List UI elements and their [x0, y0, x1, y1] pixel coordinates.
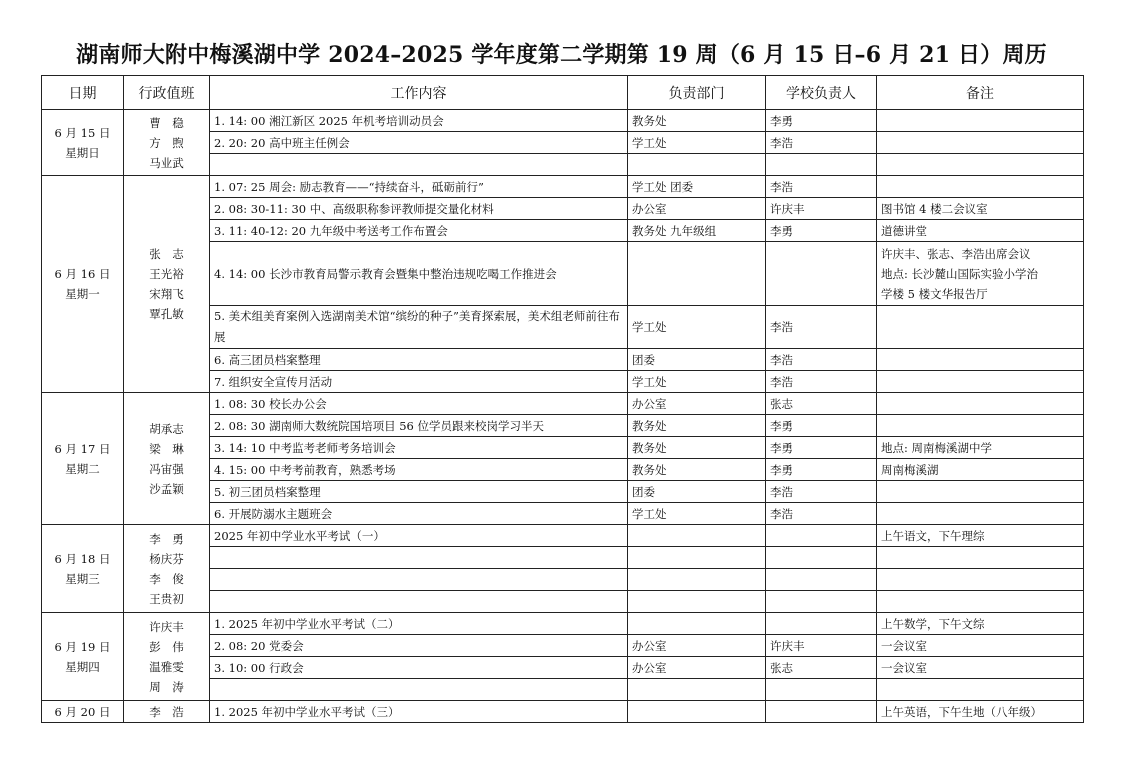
leader-cell: 张志 — [766, 657, 877, 679]
note-cell — [877, 242, 1084, 306]
page-title: 湖南师大附中梅溪湖中学 2024–2025 学年度第二学期第 19 周（6 月 15 日–6 月 21 日）周历 — [76, 42, 1047, 68]
leader-cell: 李勇 — [766, 437, 877, 459]
dept-cell: 学工处 团委 — [628, 176, 766, 198]
content-cell: 2. 08: 30 湖南师大数统院国培项目 56 位学员跟来校岗学习半天 — [210, 415, 628, 437]
weekday-label: 星期三 — [65, 571, 100, 586]
staff-cell — [124, 110, 210, 176]
dept-cell: 教务处 九年级组 — [628, 220, 766, 242]
leader-cell: 李勇 — [766, 110, 877, 132]
content-cell — [210, 569, 628, 591]
dept-cell: 教务处 — [628, 110, 766, 132]
dept-cell: 学工处 — [628, 371, 766, 393]
note-cell — [877, 371, 1084, 393]
header-content: 工作内容 — [210, 76, 628, 110]
note-cell: 周南梅溪湖 — [877, 459, 1084, 481]
staff-name: 覃孔敏 — [149, 307, 184, 321]
staff-name: 宋翔飞 — [149, 287, 184, 301]
content-cell: 1. 2025 年初中学业水平考试（三） — [210, 701, 628, 723]
weekday-label: 星期二 — [65, 461, 100, 476]
dept-cell: 学工处 — [628, 503, 766, 525]
leader-cell: 李浩 — [766, 132, 877, 154]
leader-cell — [766, 591, 877, 613]
dept-cell: 团委 — [628, 481, 766, 503]
content-cell: 2. 08: 30-11: 30 中、高级职称参评教师提交量化材料 — [210, 198, 628, 220]
leader-cell: 张志 — [766, 393, 877, 415]
dept-cell: 办公室 — [628, 393, 766, 415]
dept-cell: 办公室 — [628, 657, 766, 679]
staff-name: 梁 琳 — [149, 441, 184, 456]
content-cell: 1. 07: 25 周会: 励志教育——“持续奋斗，砥砺前行” — [210, 176, 628, 198]
date-cell — [42, 613, 124, 701]
date-label: 6 月 19 日 — [54, 639, 111, 654]
leader-cell — [766, 701, 877, 723]
note-cell — [877, 569, 1084, 591]
note-cell — [877, 110, 1084, 132]
leader-cell — [766, 569, 877, 591]
header-note: 备注 — [877, 76, 1084, 110]
note-cell — [877, 481, 1084, 503]
dept-cell — [628, 525, 766, 547]
content-cell: 3. 11: 40-12: 20 九年级中考送考工作布置会 — [210, 220, 628, 242]
note-cell — [877, 306, 1084, 349]
staff-name: 冯宙强 — [149, 461, 184, 476]
content-cell: 7. 组织安全宣传月活动 — [210, 371, 628, 393]
staff-name: 周 涛 — [149, 679, 184, 694]
note-cell: 上午语文，下午理综 — [877, 525, 1084, 547]
content-cell — [210, 154, 628, 176]
staff-cell — [124, 525, 210, 613]
note-cell: 一会议室 — [877, 657, 1084, 679]
content-cell: 2. 20: 20 高中班主任例会 — [210, 132, 628, 154]
weekday-label: 星期四 — [65, 659, 100, 674]
content-cell: 6. 高三团员档案整理 — [210, 349, 628, 371]
date-cell — [42, 110, 124, 176]
date-label: 6 月 18 日 — [54, 551, 111, 566]
staff-name: 李 俊 — [149, 571, 184, 586]
leader-cell: 李浩 — [766, 371, 877, 393]
staff-name: 李 勇 — [149, 531, 184, 546]
leader-cell: 李浩 — [766, 176, 877, 198]
note-line: 许庆丰、张志、李浩出席会议 — [881, 246, 1031, 261]
dept-cell — [628, 569, 766, 591]
content-cell: 5. 初三团员档案整理 — [210, 481, 628, 503]
table-row — [42, 393, 1084, 415]
content-cell: 4. 14: 00 长沙市教育局警示教育会暨集中整治违规吃喝工作推进会 — [210, 242, 628, 306]
staff-name: 温雅雯 — [149, 659, 184, 674]
note-cell — [877, 415, 1084, 437]
content-cell: 2. 08: 20 党委会 — [210, 635, 628, 657]
table-row — [42, 701, 1084, 723]
dept-cell — [628, 154, 766, 176]
content-cell: 1. 2025 年初中学业水平考试（二） — [210, 613, 628, 635]
header-date: 日期 — [42, 76, 124, 110]
dept-cell — [628, 679, 766, 701]
note-line: 学楼 5 楼文华报告厅 — [881, 286, 988, 301]
date-label: 6 月 17 日 — [54, 441, 111, 456]
date-cell — [42, 176, 124, 393]
content-cell: 1. 08: 30 校长办公会 — [210, 393, 628, 415]
leader-cell — [766, 613, 877, 635]
note-cell: 道德讲堂 — [877, 220, 1084, 242]
dept-cell — [628, 701, 766, 723]
leader-cell: 李勇 — [766, 220, 877, 242]
staff-cell — [124, 393, 210, 525]
table-row — [42, 176, 1084, 198]
dept-cell: 办公室 — [628, 198, 766, 220]
table-row — [42, 525, 1084, 547]
leader-cell — [766, 525, 877, 547]
leader-cell — [766, 679, 877, 701]
header-staff: 行政值班 — [124, 76, 210, 110]
dept-cell: 团委 — [628, 349, 766, 371]
note-cell — [877, 154, 1084, 176]
note-cell — [877, 547, 1084, 569]
date-label: 6 月 20 日 — [54, 704, 111, 719]
leader-cell: 李浩 — [766, 503, 877, 525]
leader-cell — [766, 154, 877, 176]
table-row — [42, 613, 1084, 635]
content-cell: 4. 15: 00 中考考前教育，熟悉考场 — [210, 459, 628, 481]
note-cell — [877, 393, 1084, 415]
leader-cell: 李勇 — [766, 459, 877, 481]
leader-cell: 李勇 — [766, 415, 877, 437]
leader-cell — [766, 547, 877, 569]
note-line: 地点: 长沙麓山国际实验小学治 — [881, 266, 1039, 281]
dept-cell: 教务处 — [628, 415, 766, 437]
dept-cell — [628, 547, 766, 569]
staff-cell — [124, 176, 210, 393]
dept-cell — [628, 613, 766, 635]
dept-cell: 学工处 — [628, 306, 766, 349]
staff-name: 曹 稳 — [149, 115, 184, 130]
staff-cell — [124, 701, 210, 723]
leader-cell: 李浩 — [766, 349, 877, 371]
dept-cell — [628, 242, 766, 306]
note-cell — [877, 679, 1084, 701]
note-cell — [877, 591, 1084, 613]
staff-name: 杨庆芬 — [149, 551, 184, 566]
leader-cell — [766, 242, 877, 306]
note-cell — [877, 132, 1084, 154]
dept-cell: 教务处 — [628, 437, 766, 459]
dept-cell: 教务处 — [628, 459, 766, 481]
note-cell: 图书馆 4 楼二会议室 — [877, 198, 1084, 220]
date-label: 6 月 16 日 — [54, 267, 111, 281]
content-cell: 3. 14: 10 中考监考老师考务培训会 — [210, 437, 628, 459]
staff-name: 李 浩 — [149, 704, 184, 719]
dept-cell: 办公室 — [628, 635, 766, 657]
staff-name: 胡承志 — [149, 421, 184, 436]
header-row — [42, 76, 1084, 110]
staff-name: 沙孟颖 — [149, 481, 184, 496]
staff-cell — [124, 613, 210, 701]
content-cell: 2025 年初中学业水平考试（一） — [210, 525, 628, 547]
date-cell — [42, 525, 124, 613]
header-dept: 负责部门 — [628, 76, 766, 110]
staff-name: 方 煦 — [149, 135, 184, 150]
content-cell: 1. 14: 00 湘江新区 2025 年机考培训动员会 — [210, 110, 628, 132]
leader-cell: 许庆丰 — [766, 635, 877, 657]
weekly-calendar-table — [41, 75, 1084, 723]
note-cell: 上午英语，下午生地（八年级） — [877, 701, 1084, 723]
note-cell: 上午数学，下午文综 — [877, 613, 1084, 635]
content-cell — [210, 591, 628, 613]
staff-name: 张 志 — [149, 247, 184, 261]
date-label: 6 月 15 日 — [54, 125, 111, 140]
leader-cell: 许庆丰 — [766, 198, 877, 220]
content-cell: 3. 10: 00 行政会 — [210, 657, 628, 679]
header-leader: 学校负责人 — [766, 76, 877, 110]
dept-cell: 学工处 — [628, 132, 766, 154]
date-cell — [42, 701, 124, 723]
staff-name: 彭 伟 — [149, 639, 184, 654]
leader-cell: 李浩 — [766, 306, 877, 349]
note-cell: 地点: 周南梅溪湖中学 — [877, 437, 1084, 459]
note-cell — [877, 349, 1084, 371]
staff-name: 王贵初 — [149, 591, 184, 606]
weekday-label: 星期一 — [65, 287, 100, 301]
content-cell — [210, 679, 628, 701]
table-row — [42, 110, 1084, 132]
weekday-label: 星期日 — [65, 145, 100, 160]
content-cell: 5. 美术组美育案例入选湖南美术馆“缤纷的种子”美育探索展，美术组老师前往布展 — [210, 306, 628, 349]
content-cell — [210, 547, 628, 569]
dept-cell — [628, 591, 766, 613]
note-cell — [877, 503, 1084, 525]
date-cell — [42, 393, 124, 525]
content-cell: 6. 开展防溺水主题班会 — [210, 503, 628, 525]
staff-name: 王光裕 — [149, 267, 184, 281]
leader-cell: 李浩 — [766, 481, 877, 503]
note-cell: 一会议室 — [877, 635, 1084, 657]
staff-name: 许庆丰 — [149, 619, 184, 634]
staff-name: 马业武 — [149, 155, 184, 170]
note-cell — [877, 176, 1084, 198]
